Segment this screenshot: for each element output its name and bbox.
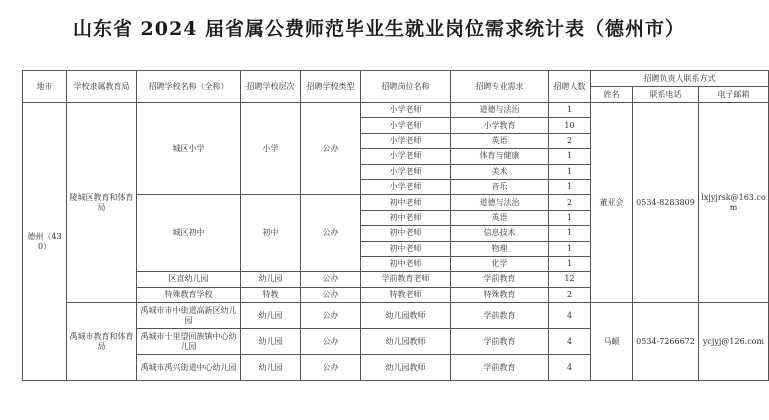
major-cell: 英语 <box>451 133 549 148</box>
position-cell: 初中老师 <box>361 241 451 256</box>
count-cell: 1 <box>549 103 591 118</box>
level-cell: 特教 <box>241 287 301 302</box>
position-cell: 小学老师 <box>361 164 451 179</box>
position-cell: 初中老师 <box>361 256 451 271</box>
header-school-name: 招聘学校名称（全称） <box>137 71 241 103</box>
major-cell: 学前教育 <box>451 329 549 355</box>
bureau-cell: 禹城市教育和体育局 <box>67 303 137 381</box>
major-cell: 道德与法治 <box>451 195 549 210</box>
contact-email-cell: lxjyjrsk@163.com <box>699 103 769 303</box>
count-cell: 10 <box>549 118 591 133</box>
count-cell: 1 <box>549 149 591 164</box>
count-cell: 4 <box>549 303 591 329</box>
level-cell: 幼儿园 <box>241 329 301 355</box>
header-contact-name: 姓名 <box>591 87 633 103</box>
count-cell: 12 <box>549 272 591 287</box>
header-row <box>23 71 769 87</box>
major-cell: 体育与健康 <box>451 149 549 164</box>
position-cell: 小学老师 <box>361 103 451 118</box>
major-cell: 物理 <box>451 241 549 256</box>
school-cell: 禹城市十里望回族镇中心幼儿园 <box>137 329 241 355</box>
type-cell: 公办 <box>301 272 361 287</box>
position-cell: 小学老师 <box>361 179 451 194</box>
count-cell: 2 <box>549 133 591 148</box>
header-contact-group: 招聘负责人联系方式 <box>591 71 769 87</box>
header-major: 招聘专业需求 <box>451 71 549 103</box>
count-cell: 2 <box>549 287 591 302</box>
major-cell: 美术 <box>451 164 549 179</box>
major-cell: 道德与法治 <box>451 103 549 118</box>
type-cell: 公办 <box>301 195 361 272</box>
position-cell: 初中老师 <box>361 226 451 241</box>
school-cell: 禹城市市中街道高新区幼儿园 <box>137 303 241 329</box>
position-cell: 幼儿园教师 <box>361 329 451 355</box>
major-cell: 化学 <box>451 256 549 271</box>
major-cell: 特殊教育 <box>451 287 549 302</box>
position-cell: 幼儿园教师 <box>361 303 451 329</box>
position-cell: 特教老师 <box>361 287 451 302</box>
school-cell: 特殊教育学校 <box>137 287 241 302</box>
position-cell: 小学老师 <box>361 149 451 164</box>
count-cell: 1 <box>549 256 591 271</box>
header-count: 招聘人数 <box>549 71 591 103</box>
school-cell: 城区初中 <box>137 195 241 272</box>
bureau-cell: 陵城区教育和体育局 <box>67 103 137 303</box>
position-cell: 初中老师 <box>361 195 451 210</box>
count-cell: 1 <box>549 179 591 194</box>
contact-name-cell: 董亚会 <box>591 103 633 303</box>
contact-phone-cell: 0534-8283809 <box>633 103 699 303</box>
count-cell: 4 <box>549 329 591 355</box>
count-cell: 1 <box>549 241 591 256</box>
major-cell: 学前教育 <box>451 303 549 329</box>
position-cell: 学前教育老师 <box>361 272 451 287</box>
level-cell: 小学 <box>241 103 301 195</box>
position-cell: 小学老师 <box>361 133 451 148</box>
type-cell: 公办 <box>301 303 361 329</box>
count-cell: 2 <box>549 195 591 210</box>
position-cell: 小学老师 <box>361 118 451 133</box>
header-type: 招聘学校类型 <box>301 71 361 103</box>
page-title: 山东省 2024 届省属公费师范毕业生就业岗位需求统计表（德州市） <box>72 18 686 40</box>
major-cell: 学前教育 <box>451 355 549 381</box>
school-cell: 城区小学 <box>137 103 241 195</box>
school-cell: 禹城市禹兴街道中心幼儿园 <box>137 355 241 381</box>
table-row <box>23 103 769 118</box>
header-city: 地市 <box>23 71 67 103</box>
type-cell: 公办 <box>301 329 361 355</box>
type-cell: 公办 <box>301 103 361 195</box>
major-cell: 英语 <box>451 210 549 225</box>
school-cell: 区直幼儿园 <box>137 272 241 287</box>
count-cell: 1 <box>549 226 591 241</box>
header-contact-email: 电子邮箱 <box>699 87 769 103</box>
position-cell: 初中老师 <box>361 210 451 225</box>
level-cell: 初中 <box>241 195 301 272</box>
type-cell: 公办 <box>301 287 361 302</box>
city-cell: 德州（430） <box>23 103 67 381</box>
recruitment-table <box>22 70 769 381</box>
major-cell: 信息技术 <box>451 226 549 241</box>
header-level: 招聘学校层次 <box>241 71 301 103</box>
major-cell: 小学教育 <box>451 118 549 133</box>
level-cell: 幼儿园 <box>241 272 301 287</box>
contact-email-cell: ycjyj@126.com <box>699 303 769 381</box>
header-bureau: 学校隶属教育局 <box>67 71 137 103</box>
contact-phone-cell: 0534-7266672 <box>633 303 699 381</box>
type-cell: 公办 <box>301 355 361 381</box>
header-contact-phone: 联系电话 <box>633 87 699 103</box>
count-cell: 1 <box>549 210 591 225</box>
count-cell: 1 <box>549 164 591 179</box>
count-cell: 4 <box>549 355 591 381</box>
header-position: 招聘岗位名称 <box>361 71 451 103</box>
table-row <box>23 303 769 329</box>
major-cell: 学前教育 <box>451 272 549 287</box>
position-cell: 幼儿园教师 <box>361 355 451 381</box>
major-cell: 音乐 <box>451 179 549 194</box>
contact-name-cell: 马頔 <box>591 303 633 381</box>
level-cell: 幼儿园 <box>241 303 301 329</box>
level-cell: 幼儿园 <box>241 355 301 381</box>
